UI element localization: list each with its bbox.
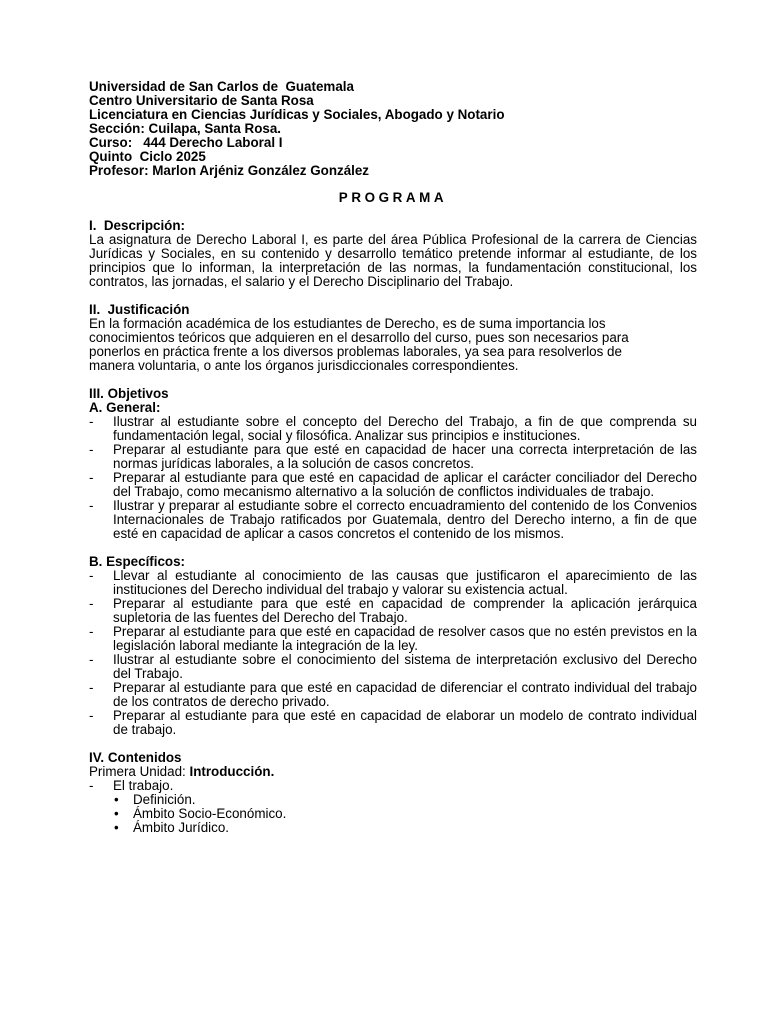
document-header: [89, 80, 697, 178]
header-cycle: Quinto Ciclo 2025: [89, 149, 206, 164]
header-professor: Profesor: Marlon Arjéniz González González: [89, 163, 370, 178]
document-title: PROGRAMA: [338, 190, 448, 205]
general-objectives-heading: A. General:: [89, 400, 161, 415]
unit-label: Primera Unidad: Introducción.: [89, 764, 275, 779]
unit-title: Introducción.: [189, 764, 275, 779]
header-course: Curso: 444 Derecho Laboral I: [89, 135, 283, 150]
section-heading-descripcion: I. Descripción:: [89, 218, 185, 233]
header-university: Universidad de San Carlos de Guatemala: [89, 79, 354, 94]
list-item: - Preparar al estudiante para que esté en capacidad de aplicar el carácter conciliador del Derecho del Trabajo, como mecanismo alternativo a la solución de conflictos individuales de trabajo.: [89, 470, 697, 499]
document-content: [89, 80, 697, 835]
list-item: - Preparar al estudiante para que esté en capacidad de diferenciar el contrato individual del trabajo de los contratos de derecho privado.: [89, 680, 697, 709]
list-item: • Ámbito Socio-Económico.: [114, 806, 287, 821]
general-objectives-list: [89, 415, 697, 541]
list-item: - Ilustrar y preparar al estudiante sobre el correcto encuadramiento del contenido de los Convenios Internacionales de Trabajo ratificados por Guatemala, dentro del Derecho interno, a fin de que esté en capacidad de aplicar a casos concretos el contenido de los mismos.: [89, 498, 697, 541]
list-item: - Ilustrar al estudiante sobre el concepto del Derecho del Trabajo, a fin de que comprenda su fundamentación legal, social y filosófica. Analizar sus principios e instituciones.: [89, 414, 697, 443]
list-item: • Ámbito Jurídico.: [114, 820, 230, 835]
header-section: Sección: Cuilapa, Santa Rosa.: [89, 121, 281, 136]
list-item: - Preparar al estudiante para que esté en capacidad de resolver casos que no estén previstos en la legislación laboral mediante la integración de la ley.: [89, 624, 697, 653]
section-heading-contenidos: IV. Contenidos: [89, 750, 182, 765]
list-item: - El trabajo.: [89, 778, 174, 793]
specific-objectives-list: [89, 569, 697, 737]
header-degree: Licenciatura en Ciencias Jurídicas y Sociales, Abogado y Notario: [89, 107, 505, 122]
list-item: - Preparar al estudiante para que esté en capacidad de hacer una correcta interpretación de las normas jurídicas laborales, a la solución de casos concretos.: [89, 442, 697, 471]
list-item: - Preparar al estudiante para que esté en capacidad de comprender la aplicación jerárquica supletoria de las fuentes del Derecho del Trabajo.: [89, 596, 697, 625]
section-heading-justificacion: II. Justificación: [89, 302, 190, 317]
list-item: - Llevar al estudiante al conocimiento de las causas que justificaron el aparecimiento de las instituciones del Derecho individual del trabajo y valorar su existencia actual.: [89, 568, 697, 597]
unit-subtopics-list: [89, 793, 697, 835]
header-center: Centro Universitario de Santa Rosa: [89, 93, 314, 108]
list-item: - Preparar al estudiante para que esté en capacidad de elaborar un modelo de contrato individual de trabajo.: [89, 708, 697, 737]
specific-objectives-heading: B. Específicos:: [89, 554, 185, 569]
section-heading-objetivos: III. Objetivos: [89, 386, 169, 401]
list-item: - Ilustrar al estudiante sobre el conocimiento del sistema de interpretación exclusivo del Derecho del Trabajo.: [89, 652, 697, 681]
descripcion-text: La asignatura de Derecho Laboral I, es parte del área Pública Profesional de la carrera de Ciencias Jurídicas y Sociales, en su contenido y desarrollo temático pretende informar al estudiante, de los principios que lo informan, la interpretación de las normas, la fundamentación constitucional, los contratos, las jornadas, el salario y el Derecho Disciplinario del Trabajo.: [89, 232, 697, 289]
list-item: • Definición.: [114, 792, 196, 807]
unit-topics-list: [89, 779, 697, 793]
justificacion-text: En la formación académica de los estudiantes de Derecho, es de suma importancia los conocimientos teóricos que adquieren en el desarrollo del curso, pues son necesarios para ponerlos en práctica frente a los diversos problemas laborales, ya sea para resolverlos de manera voluntaria, o ante los órganos jurisdiccionales correspondientes.: [89, 316, 629, 373]
